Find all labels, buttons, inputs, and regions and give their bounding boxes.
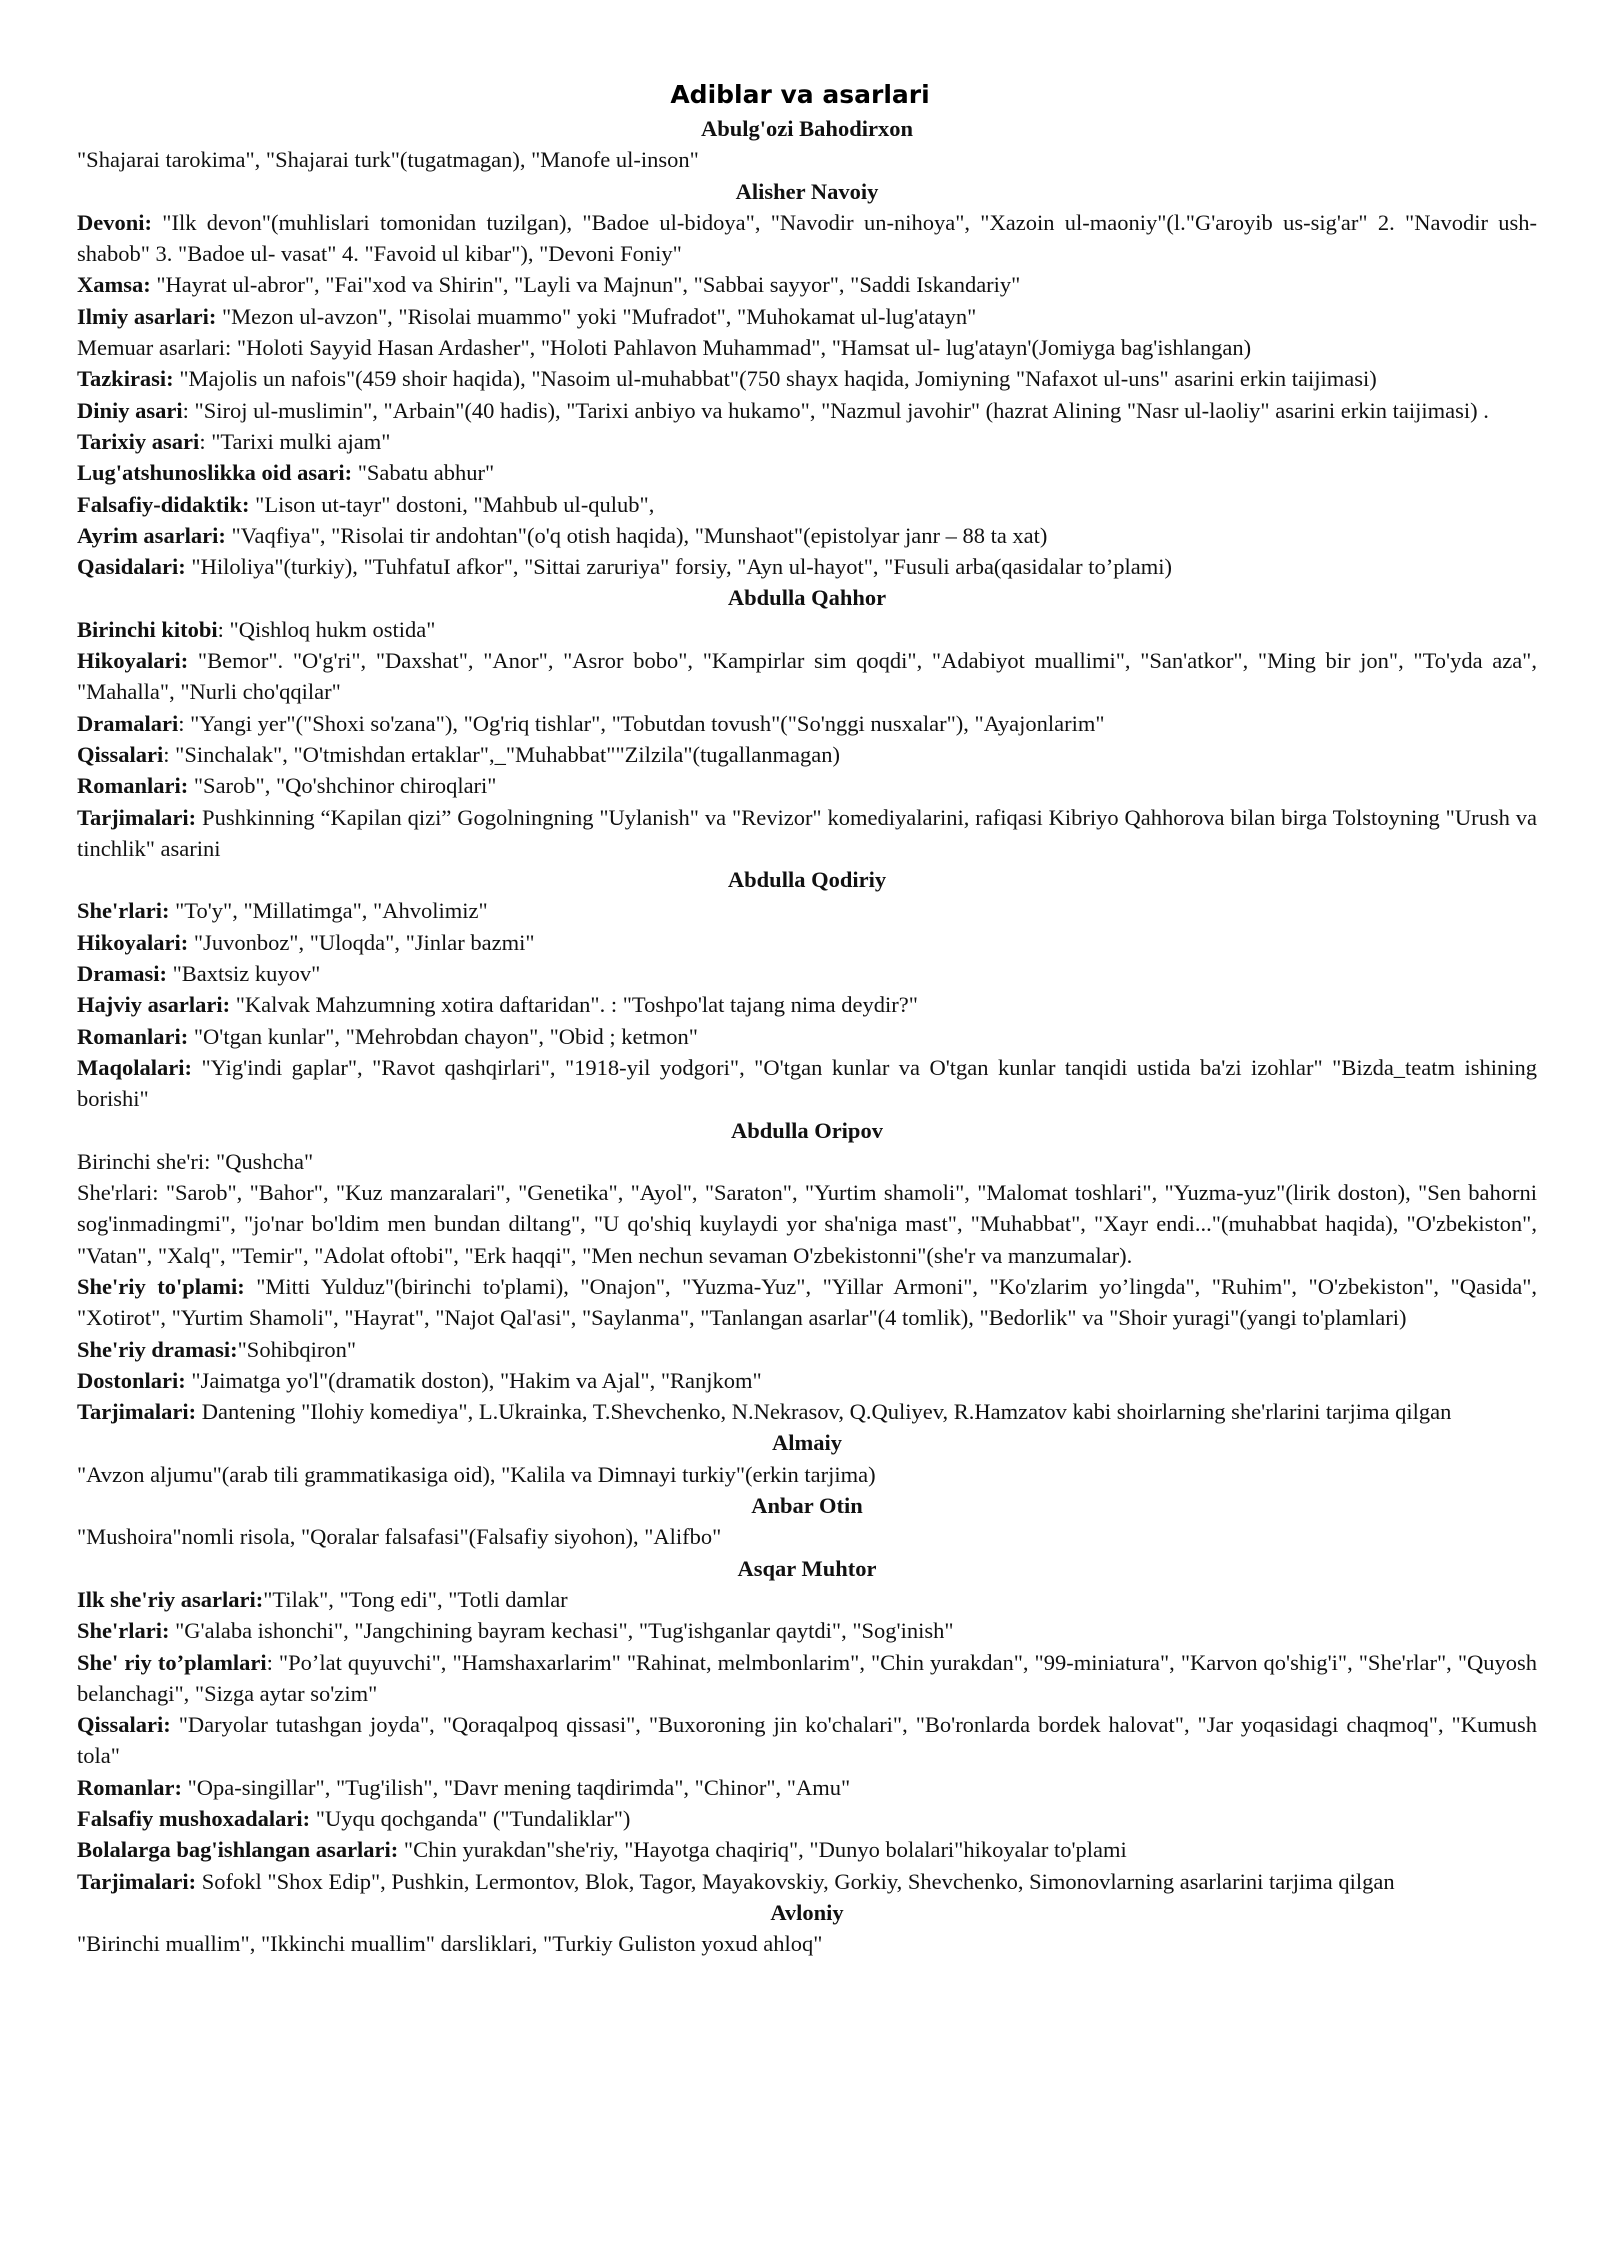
work-entry [77, 1021, 1537, 1052]
entry-text: "Lison ut-tayr" dostoni, "Mahbub ul-qulub", [249, 491, 655, 517]
entry-label: Ilmiy asarlari: [77, 303, 217, 329]
work-entry [77, 958, 1537, 989]
entry-label: Romanlari: [77, 1023, 189, 1049]
author-heading: Almaiy [772, 1430, 842, 1456]
work-entry [77, 363, 1537, 394]
author-section [77, 864, 1537, 1114]
work-entry [77, 457, 1537, 488]
entry-text: "Mitti Yulduz"(birinchi to'plami), "Onajon", "Yuzma-Yuz", "Yillar Armoni", "Ko'zlarim yo’lingda", "Ruhim", "O'zbekiston", "Qasida", "Xotirot", "Yurtim Shamoli", "Hayrat", "Najot Qal'asi", "Saylanma", "Tanlangan asarlar"(4 tomlik), "Bedorlik" va "Shoir yuragi"(yangi to'plamlari) [77, 1273, 1538, 1331]
work-entry [77, 802, 1537, 865]
entry-text: "Tilak", "Tong edi", "Totli damlar [263, 1586, 568, 1612]
entry-text: "G'alaba ishonchi", "Jangchining bayram kechasi", "Tug'ishganlar qaytdi", "Sog'inish" [169, 1618, 954, 1644]
entry-label: She' riy to’plamlari [77, 1649, 267, 1675]
entry-label: She'rlari: [77, 898, 170, 924]
author-heading: Abdulla Oripov [731, 1117, 883, 1143]
work-entry [77, 1866, 1537, 1897]
author-heading: Avloniy [770, 1899, 844, 1925]
entry-label: Falsafiy mushoxadalari: [77, 1806, 311, 1832]
entry-text: "Hayrat ul-abror", "Fai"xod va Shirin", "Layli va Majnun", "Sabbai sayyor", "Saddi Iskandariy" [150, 272, 1021, 298]
entry-label: Qasidalari: [77, 554, 186, 580]
entry-label: Birinchi kitobi [77, 616, 218, 642]
entry-text: "Opa-singillar", "Tug'ilish", "Davr mening taqdirimda", "Chinor", "Amu" [182, 1774, 851, 1800]
entry-label: She'riy to'plami: [77, 1273, 245, 1299]
work-entry [77, 895, 1537, 926]
author-section [77, 113, 1537, 176]
author-section [77, 1897, 1537, 1960]
document-title: Adiblar va asarlari [670, 80, 930, 109]
work-entry [77, 989, 1537, 1020]
work-entry [77, 1803, 1537, 1834]
entry-text: : "Tarixi mulki ajam" [199, 428, 391, 454]
entry-label: Ayrim asarlari: [77, 522, 226, 548]
entry-label: Romanlari: [77, 773, 189, 799]
work-entry [77, 708, 1537, 739]
entry-text: "Jaimatga yo'l"(dramatik doston), "Hakim va Ajal", "Ranjkom" [185, 1367, 762, 1393]
work-entry [77, 739, 1537, 770]
entry-text: "Sabatu abhur" [352, 460, 495, 486]
work-entry [77, 520, 1537, 551]
entry-text: "Avzon aljumu"(arab tili grammatikasiga oid), "Kalila va Dimnayi turkiy"(erkin tarjima) [77, 1461, 876, 1487]
work-entry [77, 1521, 1537, 1552]
work-entry [77, 1647, 1537, 1710]
work-entry [77, 332, 1537, 363]
work-entry [77, 551, 1537, 582]
entry-label: Tazkirasi: [77, 366, 174, 392]
entry-label: Tarjimalari: [77, 804, 197, 830]
entry-text: Birinchi she'ri: "Qushcha" [77, 1148, 314, 1174]
entry-text: "Kalvak Mahzumning xotira daftaridan". : "Toshpo'lat tajang nima deydir?" [230, 992, 918, 1018]
entry-label: Tarjimalari: [77, 1399, 197, 1425]
author-heading: Alisher Navoiy [735, 178, 879, 204]
entry-label: Dramasi: [77, 961, 167, 987]
author-heading: Abdulla Qodiriy [727, 867, 887, 893]
work-entry [77, 1365, 1537, 1396]
entry-text: : "Qishloq hukm ostida" [217, 616, 436, 642]
entry-text: : "Po’lat quyuvchi", "Hamshaxarlarim" "Rahinat, melmbonlarim", "Chin yurakdan", "99-miniatura", "Karvon qo'shig'i", "She'rlar", "Quyosh belanchagi", "Sizga aytar so'zim" [77, 1649, 1538, 1706]
entry-label: She'rlari: [77, 1618, 170, 1644]
work-entry [77, 614, 1537, 645]
work-entry [77, 1615, 1537, 1646]
entry-text: She'rlari: "Sarob", "Bahor", "Kuz manzaralari", "Genetika", "Ayol", "Saraton", "Yurtim shamoli", "Malomat toshlari", "Yuzma-yuz"(lirik doston), "Sen bahorni sog'inmadingmi", "jo'nar bo'ldim men bundan diltang", "U qo'shiq kuylaydi yor sha'niga mast", "Muhabbat", "Xayr endi..."(muhabbat haqida), "O'zbekiston", "Vatan", "Xalq", "Temir", "Adolat oftobi", "Erk haqqi", "Men nechun sevaman O'zbekistonni"(she'r va manzumalar). [77, 1180, 1537, 1268]
entry-text: Dantening "Ilohiy komediya", L.Ukrainka, T.Shevchenko, N.Nekrasov, Q.Quliyev, R.Hamzatov kabi shoirlarning she'rlarini tarjima qilgan [196, 1399, 1452, 1425]
entry-label: Bolalarga bag'ishlangan asarlari: [77, 1837, 399, 1863]
entry-label: Qissalari [77, 741, 164, 767]
author-section [77, 1427, 1537, 1490]
author-heading: Abulg'ozi Bahodirxon [701, 116, 913, 141]
entry-text: "Daryolar tutashgan joyda", "Qoraqalpoq qissasi", "Buxoroning jin ko'chalari", "Bo'ronlarda bordek halovat", "Jar yoqasidagi chaqmoq", "Kumush tola" [77, 1712, 1537, 1769]
entry-label: Qissalari: [77, 1712, 171, 1738]
entry-text: "Sohibqiron" [237, 1336, 357, 1362]
entry-text: "Sarob", "Qo'shchinor chiroqlari" [188, 773, 497, 799]
entry-text: "Yig'indi gaplar", "Ravot qashqirlari", "1918-yil yodgori", "O'tgan kunlar va O'tgan kunlar tanqidi ustida ba'zi izohlar" "Bizda_teatm ishining borishi" [77, 1054, 1537, 1112]
author-section [77, 176, 1537, 583]
entry-text: "Baxtsiz kuyov" [166, 961, 321, 987]
work-entry [77, 489, 1537, 520]
work-entry [77, 395, 1537, 426]
entry-text: "Bemor". "O'g'ri", "Daxshat", "Anor", "Asror bobo", "Kampirlar sim qoqdi", "Adabiyot muallimi", "San'atkor", "Ming bir jon", "To'yda aza", "Mahalla", "Nurli cho'qqilar" [77, 648, 1537, 705]
entry-text: "Birinchi muallim", "Ikkinchi muallim" darsliklari, "Turkiy Guliston yoxud ahloq" [77, 1931, 823, 1957]
work-entry [77, 269, 1537, 300]
entry-text: "Ilk devon"(muhlislari tomonidan tuzilgan), "Badoe ul-bidoya", "Navodir un-nihoya", "Xazoin ul-maoniy"(l."G'aroyib us-sig'ar" 2. "Navodir ush-shabob" 3. "Badoe ul- vasat" 4. "Favoid ul kibar"), "Devoni Foniy" [77, 209, 1537, 267]
author-heading: Anbar Otin [751, 1493, 863, 1519]
work-entry [77, 770, 1537, 801]
entry-text: "Mushoira"nomli risola, "Qoralar falsafasi"(Falsafiy siyohon), "Alifbo" [77, 1524, 722, 1550]
entry-label: Tarixiy asari [77, 428, 200, 454]
entry-label: Xamsa: [77, 272, 151, 298]
entry-label: Dostonlari: [77, 1367, 186, 1393]
entry-text: : "Sinchalak", "O'tmishdan ertaklar",_"Muhabbat""Zilzila"(tugallanmagan) [163, 741, 840, 767]
work-entry [77, 144, 1537, 175]
entry-label: Hikoyalari: [77, 648, 189, 674]
entry-label: Falsafiy-didaktik: [77, 491, 250, 517]
entry-label: Romanlar: [77, 1774, 182, 1800]
work-entry [77, 645, 1537, 708]
work-entry [77, 1177, 1537, 1271]
work-entry [77, 1772, 1537, 1803]
author-section [77, 1115, 1537, 1428]
entry-text: : "Siroj ul-muslimin", "Arbain"(40 hadis), "Tarixi anbiyo va hukamo", "Nazmul javohir" (hazrat Alining "Nasr ul-laoliy" asarini erkin taijimasi) . [182, 397, 1489, 423]
document-body [77, 113, 1537, 1960]
entry-text: Memuar asarlari: "Holoti Sayyid Hasan Ardasher", "Holoti Pahlavon Muhammad", "Hamsat ul- lug'atayn'(Jomiyga bag'ishlangan) [77, 335, 1252, 361]
entry-text: "Hiloliya"(turkiy), "TuhfatuI afkor", "Sittai zaruriya" forsiy, "Ayn ul-hayot", "Fusuli arba(qasidalar to’plami) [185, 554, 1172, 580]
work-entry [77, 927, 1537, 958]
entry-label: Hajviy asarlari: [77, 992, 231, 1018]
work-entry [77, 301, 1537, 332]
entry-label: Maqolalari: [77, 1054, 192, 1080]
entry-label: Lug'atshunoslikka oid asari: [77, 460, 353, 486]
entry-text: "Shajarai tarokima", "Shajarai turk"(tugatmagan), "Manofe ul-inson" [77, 147, 699, 173]
author-heading: Abdulla Qahhor [727, 585, 887, 611]
author-section [77, 1490, 1537, 1553]
entry-text: Pushkinning “Kapilan qizi” Gogolningning "Uylanish" va "Revizor" komediyalarini, rafiqasi Kibriyo Qahhorova bilan birga Tolstoyning "Urush va tinchlik" asarini [77, 804, 1537, 861]
entry-label: She'riy dramasi: [77, 1336, 238, 1362]
work-entry [77, 1459, 1537, 1490]
entry-label: Ilk she'riy asarlari: [77, 1586, 264, 1612]
entry-text: "O'tgan kunlar", "Mehrobdan chayon", "Obid ; ketmon" [188, 1023, 698, 1049]
author-heading: Asqar Muhtor [737, 1555, 877, 1581]
work-entry [77, 1271, 1537, 1334]
author-section [77, 1553, 1537, 1897]
work-entry [77, 426, 1537, 457]
work-entry [77, 1146, 1537, 1177]
entry-text: "Vaqfiya", "Risolai tir andohtan"(o'q otish haqida), "Munshaot"(epistolyar janr – 88 ta xat) [225, 522, 1048, 548]
entry-text: "Uyqu qochganda" ("Tundaliklar") [310, 1806, 631, 1832]
entry-text: "Majolis un nafois"(459 shoir haqida), "Nasoim ul-muhabbat"(750 shayx haqida, Jomiyning "Nafaxot ul-uns" asarini erkin taijimasi) [173, 366, 1377, 392]
work-entry [77, 1052, 1537, 1115]
entry-text: "Chin yurakdan"she'riy, "Hayotga chaqiriq", "Dunyo bolalari"hikoyalar to'plami [398, 1837, 1127, 1863]
work-entry [77, 1928, 1537, 1959]
work-entry [77, 1834, 1537, 1865]
author-section [77, 582, 1537, 864]
entry-label: Tarjimalari: [77, 1868, 197, 1894]
entry-text: : "Yangi yer"("Shoxi so'zana"), "Og'riq tishlar", "Tobutdan tovush"("So'nggi nusxalar"), "Ayajonlarim" [178, 710, 1105, 736]
entry-label: Dramalari [77, 710, 179, 736]
work-entry [77, 1584, 1537, 1615]
entry-text: Sofokl "Shox Edip", Pushkin, Lermontov, Blok, Tagor, Mayakovskiy, Gorkiy, Shevchenko, Simonovlarning asarlarini tarjima qilgan [196, 1868, 1395, 1894]
entry-label: Devoni: [77, 209, 152, 235]
entry-label: Diniy asari [77, 397, 183, 423]
work-entry [77, 1396, 1537, 1427]
entry-text: "To'y", "Millatimga", "Ahvolimiz" [169, 898, 488, 924]
work-entry [77, 1334, 1537, 1365]
entry-text: "Juvonboz", "Uloqda", "Jinlar bazmi" [188, 929, 535, 955]
entry-label: Hikoyalari: [77, 929, 189, 955]
work-entry [77, 207, 1537, 270]
work-entry [77, 1709, 1537, 1772]
entry-text: "Mezon ul-avzon", "Risolai muammo" yoki "Mufradot", "Muhokamat ul-lug'atayn" [216, 303, 977, 329]
